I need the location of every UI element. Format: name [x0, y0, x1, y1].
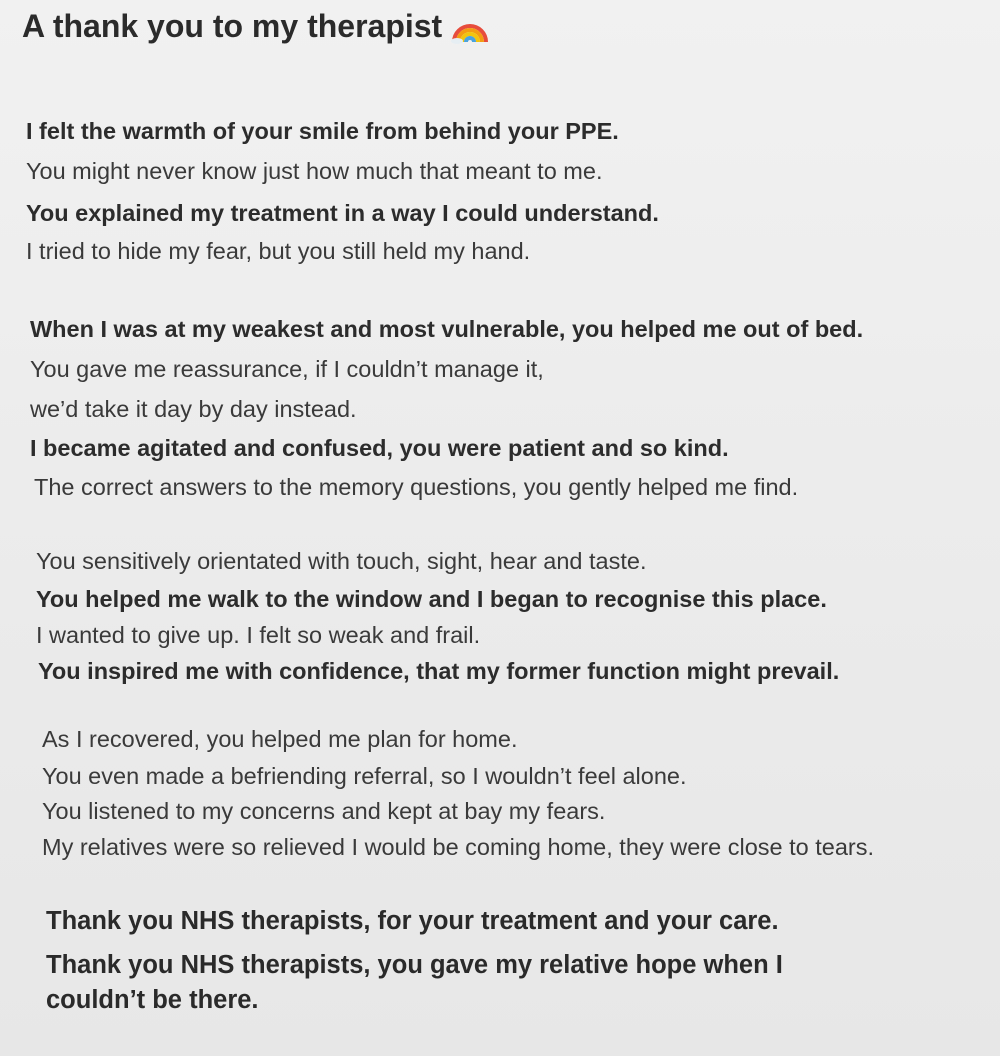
stanza-2-line-4: I became agitated and confused, you were patient and so kind.: [30, 435, 729, 461]
stanza-1-line-2: You might never know just how much that meant to me.: [26, 158, 603, 184]
stanza-1-line-4: I tried to hide my fear, but you still held my hand.: [26, 238, 531, 264]
poem-title-text: A thank you to my therapist: [22, 8, 443, 44]
stanza-4-line-2: You even made a befriending referral, so I wouldn’t feel alone.: [42, 763, 687, 789]
stanza-4-line-3: You listened to my concerns and kept at bay my fears.: [42, 798, 606, 824]
stanza-3-line-2: You helped me walk to the window and I began to recognise this place.: [36, 586, 827, 612]
stanza-1-line-3: You explained my treatment in a way I could understand.: [26, 200, 659, 226]
stanza-2-line-3: we’d take it day by day instead.: [30, 396, 357, 422]
stanza-2-line-5: The correct answers to the memory questions, you gently helped me find.: [34, 474, 799, 500]
stanza-3-line-1: You sensitively orientated with touch, sight, hear and taste.: [36, 548, 647, 574]
stanza-2-line-2: You gave me reassurance, if I couldn’t manage it,: [30, 356, 544, 382]
rainbow-icon: [450, 14, 490, 44]
closing-line-1: Thank you NHS therapists, for your treatment and your care.: [46, 907, 779, 935]
stanza-4-line-1: As I recovered, you helped me plan for home.: [42, 726, 518, 752]
stanza-2-line-1: When I was at my weakest and most vulnerable, you helped me out of bed.: [30, 316, 864, 342]
closing-line-2: Thank you NHS therapists, you gave my relative hope when I: [46, 951, 783, 979]
stanza-3-line-3: I wanted to give up. I felt so weak and frail.: [36, 622, 481, 648]
poem-title: [22, 8, 490, 45]
stanza-3-line-4: You inspired me with confidence, that my former function might prevail.: [38, 658, 840, 684]
closing-line-3: couldn’t be there.: [46, 986, 259, 1014]
stanza-4-line-4: My relatives were so relieved I would be coming home, they were close to tears.: [42, 834, 875, 860]
stanza-1-line-1: I felt the warmth of your smile from behind your PPE.: [26, 118, 619, 144]
